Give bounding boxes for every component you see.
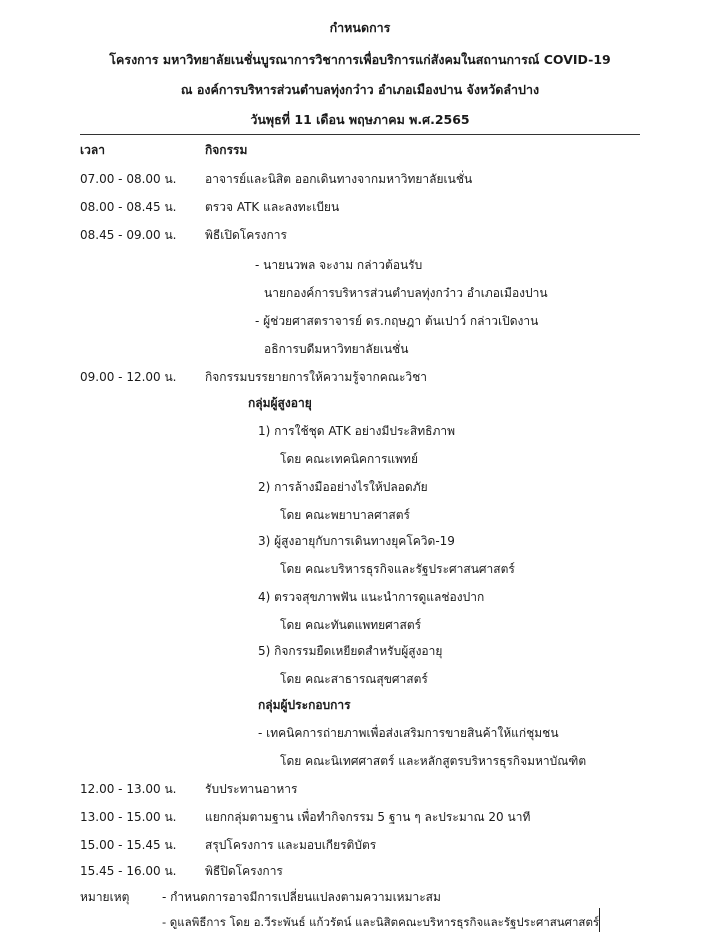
opening-speaker: - นายนวพล จะงาม กล่าวต้อนรับ: [255, 258, 423, 272]
schedule-activity: สรุปโครงการ และมอบเกียรติบัตร: [205, 838, 377, 852]
opening-speaker-role: อธิการบดีมหาวิทยาลัยเนชั่น: [264, 342, 409, 356]
remarks-label: หมายเหตุ: [80, 890, 130, 904]
schedule-time: 15.00 - 15.45 น.: [80, 838, 177, 852]
schedule-time: 13.00 - 15.00 น.: [80, 810, 177, 824]
schedule-time: 12.00 - 13.00 น.: [80, 782, 177, 796]
schedule-time: 08.00 - 08.45 น.: [80, 200, 177, 214]
lecture-topic: 3) ผู้สูงอายุกับการเดินทางยุคโควิด-19: [258, 534, 455, 548]
lecture-topic: 5) กิจกรรมยืดเหยียดสำหรับผู้สูงอายุ: [258, 644, 443, 658]
lecture-topic: 4) ตรวจสุขภาพฟัน แนะนำการดูแลช่องปาก: [258, 590, 485, 604]
lecture-topic: 2) การล้างมืออย่างไรให้ปลอดภัย: [258, 480, 428, 494]
project-name: โครงการ มหาวิทยาลัยเนชั่นบูรณาการวิชาการเพื่อบริการแก่สังคมในสถานการณ์ COVID-19: [109, 52, 611, 67]
schedule-time: 07.00 - 08.00 น.: [80, 172, 177, 186]
opening-speaker: - ผู้ช่วยศาสตราจารย์ ดร.กฤษฎา ต้นเปาว์ กล่าวเปิดงาน: [255, 314, 539, 328]
group-heading-elderly: กลุ่มผู้สูงอายุ: [248, 396, 312, 410]
lecture-faculty: โดย คณะเทคนิคการแพทย์: [280, 452, 418, 466]
schedule-activity: พิธีเปิดโครงการ: [205, 228, 287, 242]
text-cursor: [599, 908, 600, 932]
column-header-activity: กิจกรรม: [205, 143, 248, 157]
schedule-time: 15.45 - 16.00 น.: [80, 864, 177, 878]
document-title: กำหนดการ: [329, 20, 391, 35]
group-heading-entrepreneur: กลุ่มผู้ประกอบการ: [258, 698, 351, 712]
schedule-activity: ตรวจ ATK และลงทะเบียน: [205, 200, 340, 214]
lecture-topic: 1) การใช้ชุด ATK อย่างมีประสิทธิภาพ: [258, 424, 455, 438]
event-date: วันพุธที่ 11 เดือน พฤษภาคม พ.ศ.2565: [250, 112, 470, 127]
lecture-faculty: โดย คณะสาธารณสุขศาสตร์: [280, 672, 428, 686]
remark-item: - กำหนดการอาจมีการเปลี่ยนแปลงตามความเหมาะสม: [162, 890, 441, 904]
header-divider: [80, 134, 640, 135]
schedule-time: 08.45 - 09.00 น.: [80, 228, 177, 242]
column-header-time: เวลา: [80, 143, 105, 157]
schedule-activity: แยกกลุ่มตามฐาน เพื่อทำกิจกรรม 5 ฐาน ๆ ละประมาณ 20 นาที: [205, 810, 531, 824]
remark-item: - ดูแลพิธีการ โดย อ.วีระพันธ์ แก้วรัตน์ และนิสิตคณะบริหารธุรกิจและรัฐประศาสนศาสตร์: [162, 915, 600, 929]
schedule-activity: กิจกรรมบรรยายการให้ความรู้จากคณะวิชา: [205, 370, 428, 384]
opening-speaker-role: นายกองค์การบริหารส่วนตำบลทุ่งกว๋าว อำเภอเมืองปาน: [264, 286, 548, 300]
lecture-faculty: โดย คณะทันตแพทยศาสตร์: [280, 618, 422, 632]
schedule-activity: พิธีปิดโครงการ: [205, 864, 283, 878]
lecture-faculty: โดย คณะนิเทศศาสตร์ และหลักสูตรบริหารธุรกิจมหาบัณฑิต: [280, 754, 587, 768]
lecture-faculty: โดย คณะพยาบาลศาสตร์: [280, 508, 410, 522]
lecture-faculty: โดย คณะบริหารธุรกิจและรัฐประศาสนศาสตร์: [280, 562, 515, 576]
schedule-activity: รับประทานอาหาร: [205, 782, 298, 796]
schedule-activity: อาจารย์และนิสิต ออกเดินทางจากมหาวิทยาลัยเนชั่น: [205, 172, 473, 186]
venue: ณ องค์การบริหารส่วนตำบลทุ่งกว๋าว อำเภอเมืองปาน จังหวัดลำปาง: [180, 82, 540, 97]
schedule-time: 09.00 - 12.00 น.: [80, 370, 177, 384]
lecture-topic: - เทคนิคการถ่ายภาพเพื่อส่งเสริมการขายสินค้าให้แก่ชุมชน: [258, 726, 559, 740]
